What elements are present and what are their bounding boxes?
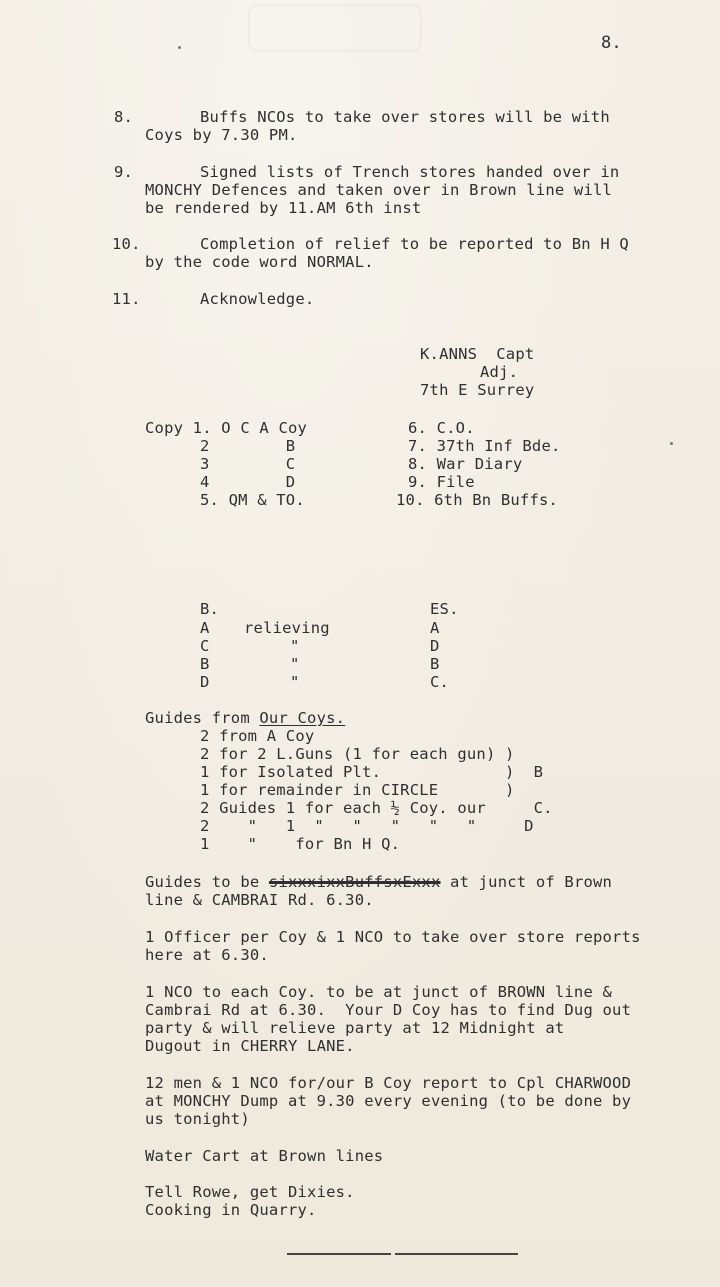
guide-line: 2 Guides 1 for each ½ Coy. our C. — [200, 799, 553, 817]
note-line: party & will relieve party at 12 Midnight at — [145, 1019, 565, 1037]
item-number: 9. — [114, 163, 134, 181]
copy-entry: 6. C.O. — [408, 419, 475, 437]
note-line: Cambrai Rd at 6.30. Your D Coy has to find Dug out — [145, 1001, 632, 1019]
copy-entry: 9. File — [408, 473, 475, 491]
item-text: be rendered by 11.AM 6th inst — [145, 199, 422, 217]
note-line: Water Cart at Brown lines — [145, 1147, 384, 1165]
relief-left: D — [200, 673, 210, 691]
copy-entry: 3 C — [200, 455, 296, 473]
item-text: by the code word NORMAL. — [145, 253, 374, 271]
item-text: Completion of relief to be reported to Bn H Q — [200, 235, 629, 253]
relief-left: C — [200, 637, 210, 655]
struck-out-text: sixxxixxBuffsxExxx — [268, 873, 441, 891]
guide-line: 1 for remainder in CIRCLE ) — [200, 781, 515, 799]
copy-entry: 4 D — [200, 473, 296, 491]
item-text: MONCHY Defences and taken over in Brown line will — [145, 181, 613, 199]
paper-speck — [670, 442, 673, 445]
note-line: line & CAMBRAI Rd. 6.30. — [145, 891, 374, 909]
signature-unit: 7th E Surrey — [420, 381, 535, 399]
guide-line: 2 from A Coy — [200, 727, 315, 745]
relief-left: B — [200, 655, 210, 673]
guide-line: 1 for Isolated Plt. ) B — [200, 763, 544, 781]
guides-heading-prefix: Guides from — [145, 709, 260, 727]
page-number: 8. — [601, 33, 622, 53]
note-line: 1 Officer per Coy & 1 NCO to take over store reports — [145, 928, 641, 946]
relief-right: B — [430, 655, 440, 673]
relief-left: B. — [200, 600, 220, 618]
note-line: 12 men & 1 NCO for/our B Coy report to Cpl CHARWOOD — [145, 1074, 632, 1092]
item-text: Signed lists of Trench stores handed over in — [200, 163, 620, 181]
copy-entry: Copy 1. O C A Coy — [145, 419, 308, 437]
item-text: Coys by 7.30 PM. — [145, 126, 298, 144]
relief-right: ES. — [430, 600, 459, 618]
item-text: Acknowledge. — [200, 290, 315, 308]
guide-line: 2 " 1 " " " " " D — [200, 817, 534, 835]
copy-entry: 8. War Diary — [408, 455, 523, 473]
copy-entry: 2 B — [200, 437, 296, 455]
guides-heading — [145, 709, 345, 727]
relief-left: A — [200, 619, 210, 637]
note-line: at MONCHY Dump at 9.30 every evening (to be done by — [145, 1092, 632, 1110]
note-line: Cooking in Quarry. — [145, 1201, 317, 1219]
paper-speck — [178, 46, 181, 49]
item-number: 8. — [114, 108, 134, 126]
note-guides-location — [145, 873, 612, 891]
note-suffix: at junct of Brown — [440, 873, 613, 891]
closing-rule — [287, 1253, 391, 1255]
note-prefix: Guides to be — [145, 873, 269, 891]
guide-line: 1 " for Bn H Q. — [200, 835, 401, 853]
item-number: 10. — [112, 235, 141, 253]
relief-mid: " — [290, 637, 300, 655]
note-line: 1 NCO to each Coy. to be at junct of BROWN line & — [145, 983, 613, 1001]
note-line: here at 6.30. — [145, 946, 269, 964]
signature-name: K.ANNS Capt — [420, 345, 535, 363]
item-number: 11. — [112, 290, 141, 308]
copy-entry: 10. 6th Bn Buffs. — [396, 491, 559, 509]
copy-entry: 5. QM & TO. — [200, 491, 305, 509]
relief-right: D — [430, 637, 440, 655]
guides-heading-underlined: Our Coys. — [259, 709, 346, 727]
closing-rule — [395, 1253, 518, 1255]
bleed-through-stamp — [248, 4, 422, 52]
relief-right: A — [430, 619, 440, 637]
relief-mid: relieving — [244, 619, 330, 637]
copy-entry: 7. 37th Inf Bde. — [408, 437, 561, 455]
relief-mid: " — [290, 655, 300, 673]
guide-line: 2 for 2 L.Guns (1 for each gun) ) — [200, 745, 515, 763]
note-line: Dugout in CHERRY LANE. — [145, 1037, 355, 1055]
signature-title: Adj. — [480, 363, 519, 381]
relief-right: C. — [430, 673, 450, 691]
relief-mid: " — [290, 673, 300, 691]
note-line: Tell Rowe, get Dixies. — [145, 1183, 355, 1201]
note-line: us tonight) — [145, 1110, 250, 1128]
item-text: Buffs NCOs to take over stores will be with — [200, 108, 610, 126]
